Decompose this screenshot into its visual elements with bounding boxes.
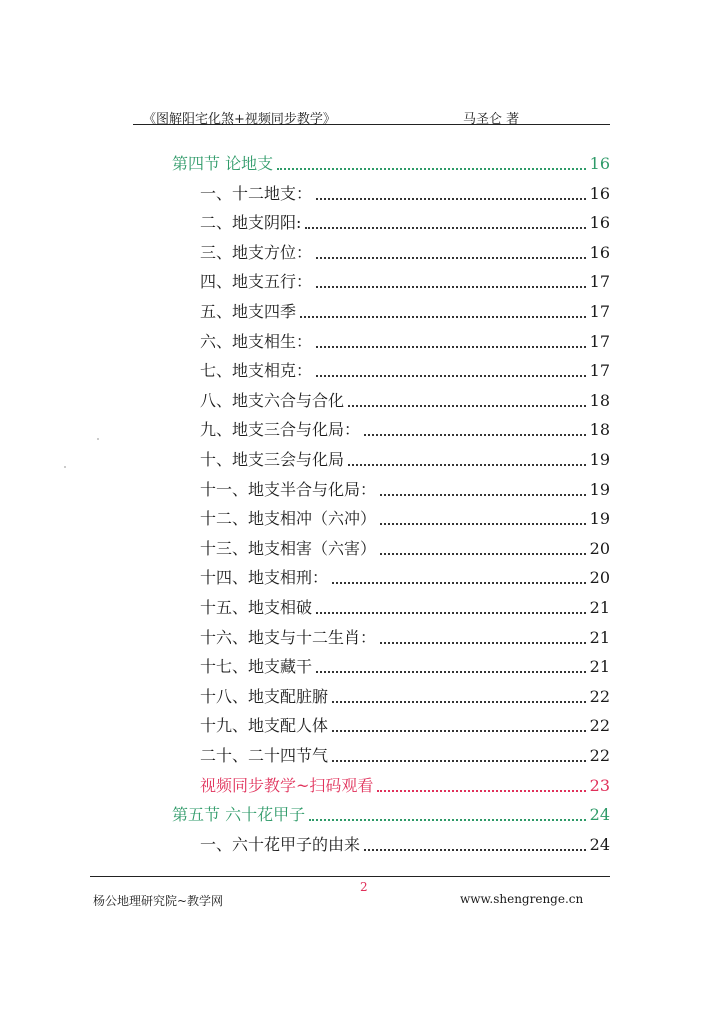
toc-entry-label: 一、十二地支： [200,184,313,203]
toc-entry[interactable] [200,389,610,411]
dot-leader [332,740,586,762]
author-name: 马圣仑 著 [463,112,520,127]
toc-entry-page: 19 [589,450,610,469]
page-number: 2 [360,880,368,894]
toc-entry-page: 23 [589,776,610,795]
toc-entry-page: 24 [589,805,610,824]
dot-leader [316,651,586,673]
book-title: 《图解阳宅化煞+视频同步教学》 [143,112,336,127]
dot-leader [316,178,586,200]
toc-entry-label: 六、地支相生： [200,332,313,351]
toc-video-link[interactable] [200,774,610,796]
toc-entry[interactable] [200,507,610,529]
toc-entry-label: 第四节 论地支 [172,154,274,173]
toc-entry[interactable] [200,241,610,263]
toc-entry-label: 十三、地支相害（六害） [200,539,377,558]
toc-entry[interactable] [200,537,610,559]
toc-entry-page: 17 [589,272,610,291]
toc-entry-label: 十四、地支相刑： [200,568,329,587]
toc-entry-page: 18 [589,420,610,439]
dot-leader [348,385,586,407]
toc-entry-page: 16 [589,184,610,203]
toc-entry-label: 七、地支相克： [200,361,313,380]
toc-entry-page: 20 [589,568,610,587]
dot-leader [377,770,585,792]
toc-entry-label: 四、地支五行： [200,272,313,291]
toc-entry-label: 十一、地支半合与化局： [200,480,377,499]
dot-leader [332,710,586,732]
dot-leader [332,562,586,584]
dot-leader [332,681,586,703]
dot-leader [300,296,586,318]
toc-entry-page: 22 [589,687,610,706]
toc-entry[interactable] [200,833,610,855]
toc-entry[interactable] [200,448,610,470]
toc-entry-page: 16 [589,154,610,173]
dot-leader [316,326,586,348]
toc-entry-page: 20 [589,539,610,558]
toc-entry[interactable] [200,478,610,500]
toc-entry[interactable] [200,330,610,352]
footer-institute: 杨公地理研究院~教学网 [93,894,224,908]
toc-entry-label: 十五、地支相破 [200,598,313,617]
toc-entry-page: 22 [589,716,610,735]
dot-leader [309,799,586,821]
toc-entry[interactable] [200,744,610,766]
dot-leader [380,533,586,555]
footer-website: www.shengrenge.cn [460,892,584,906]
toc-entry-page: 19 [589,480,610,499]
toc-entry-page: 21 [589,598,610,617]
toc-entry-label: 十九、地支配人体 [200,716,329,735]
toc-entry-page: 16 [589,213,610,232]
toc-entry-page: 17 [589,302,610,321]
dot-leader [380,622,586,644]
toc-entry-label: 九、地支三合与化局： [200,420,361,439]
toc-entry-label: 十六、地支与十二生肖： [200,628,377,647]
scan-speck [64,466,66,468]
scan-speck [97,438,99,440]
toc-entry-label: 五、地支四季 [200,302,297,321]
toc-entry[interactable] [200,359,610,381]
toc-entry-page: 22 [589,746,610,765]
toc-entry[interactable] [200,270,610,292]
toc-entry-label: 二十、二十四节气 [200,746,329,765]
toc-entry-label: 十二、地支相冲（六冲） [200,509,377,528]
toc-section-entry[interactable] [172,803,610,825]
dot-leader [316,237,586,259]
dot-leader [348,444,586,466]
toc-entry[interactable] [200,626,610,648]
dot-leader [316,266,586,288]
toc-entry-label: 视频同步教学~扫码观看 [200,776,374,795]
footer-rule [90,876,610,877]
dot-leader [277,148,586,170]
toc-entry[interactable] [200,655,610,677]
toc-entry[interactable] [200,300,610,322]
toc-entry[interactable] [200,418,610,440]
toc-entry[interactable] [200,714,610,736]
toc-entry[interactable] [200,596,610,618]
toc-entry-page: 24 [589,835,610,854]
toc-entry-label: 十、地支三会与化局 [200,450,345,469]
dot-leader [364,414,586,436]
dot-leader [364,829,586,851]
toc-entry-page: 21 [589,657,610,676]
toc-entry[interactable] [200,182,610,204]
dot-leader [316,592,586,614]
toc-entry-label: 三、地支方位： [200,243,313,262]
toc-entry-page: 18 [589,391,610,410]
toc-entry[interactable] [200,685,610,707]
toc-entry-page: 17 [589,332,610,351]
toc-entry-page: 17 [589,361,610,380]
dot-leader [380,474,586,496]
toc-entry-page: 16 [589,243,610,262]
toc-entry-label: 十八、地支配脏腑 [200,687,329,706]
toc-section-entry[interactable] [172,152,610,174]
toc-entry-page: 21 [589,628,610,647]
toc-entry-label: 十七、地支藏干 [200,657,313,676]
toc-entry-label: 第五节 六十花甲子 [172,805,306,824]
dot-leader [380,503,586,525]
dot-leader [305,207,585,229]
toc-entry-label: 一、六十花甲子的由来 [200,835,361,854]
toc-entry-page: 19 [589,509,610,528]
toc-entry-label: 八、地支六合与合化 [200,391,345,410]
toc-entry[interactable] [200,566,610,588]
toc-entry[interactable] [200,211,610,233]
dot-leader [316,355,586,377]
toc-entry-label: 二、地支阴阳: [200,213,302,232]
